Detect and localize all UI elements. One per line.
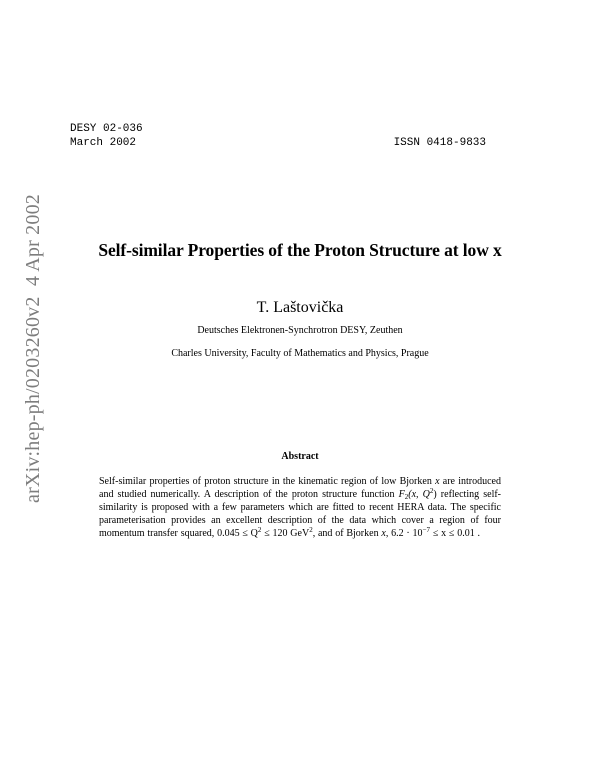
abstract-text: Self-similar properties of proton structure in the kinematic region of low Bjorken [99,476,436,487]
abstract-heading: Abstract [281,451,319,462]
paper-title: Self-similar Properties of the Proton Structure at low x [98,240,502,260]
arxiv-identifier: arXiv:hep-ph/0203260v2 4 Apr 2002 [22,194,44,503]
math-superscript: 2 [429,487,434,495]
abstract-body [99,475,501,540]
math-subscript: 2 [404,493,409,501]
abstract-text: are introduced and studied numerically. A description of the proton structure function [99,476,501,500]
abstract-text: , 6.2 · 10 [385,528,423,539]
math-x: x [381,528,386,539]
math-superscript: 2 [257,526,262,534]
math-superscript: 2 [309,526,313,534]
affiliation-charles: Charles University, Faculty of Mathematics and Physics, Prague [171,348,429,359]
math-x: x [435,476,440,487]
date: March 2002 [70,137,137,149]
report-number: DESY 02-036 [70,123,143,135]
math-superscript: −7 [422,526,431,534]
abstract-text: ≤ 120 GeV [261,528,310,539]
math-args: (x, Q [408,489,430,500]
abstract-text: ≤ x ≤ 0.01 . [430,528,480,539]
abstract-text: ) reflecting self-similarity is proposed with a few parameters which are fitted to recent HERA data. The specific parameterisation provides an excellent description of the data which cover a region of four momentum transfer squared, 0.045 ≤ Q [99,489,502,539]
abstract-text: , and of Bjorken [312,528,382,539]
author-name: T. Laštovička [256,299,344,316]
affiliation-desy: Deutsches Elektronen-Synchrotron DESY, Zeuthen [197,325,403,336]
math-f: F [398,489,405,500]
issn: ISSN 0418-9833 [393,137,486,149]
